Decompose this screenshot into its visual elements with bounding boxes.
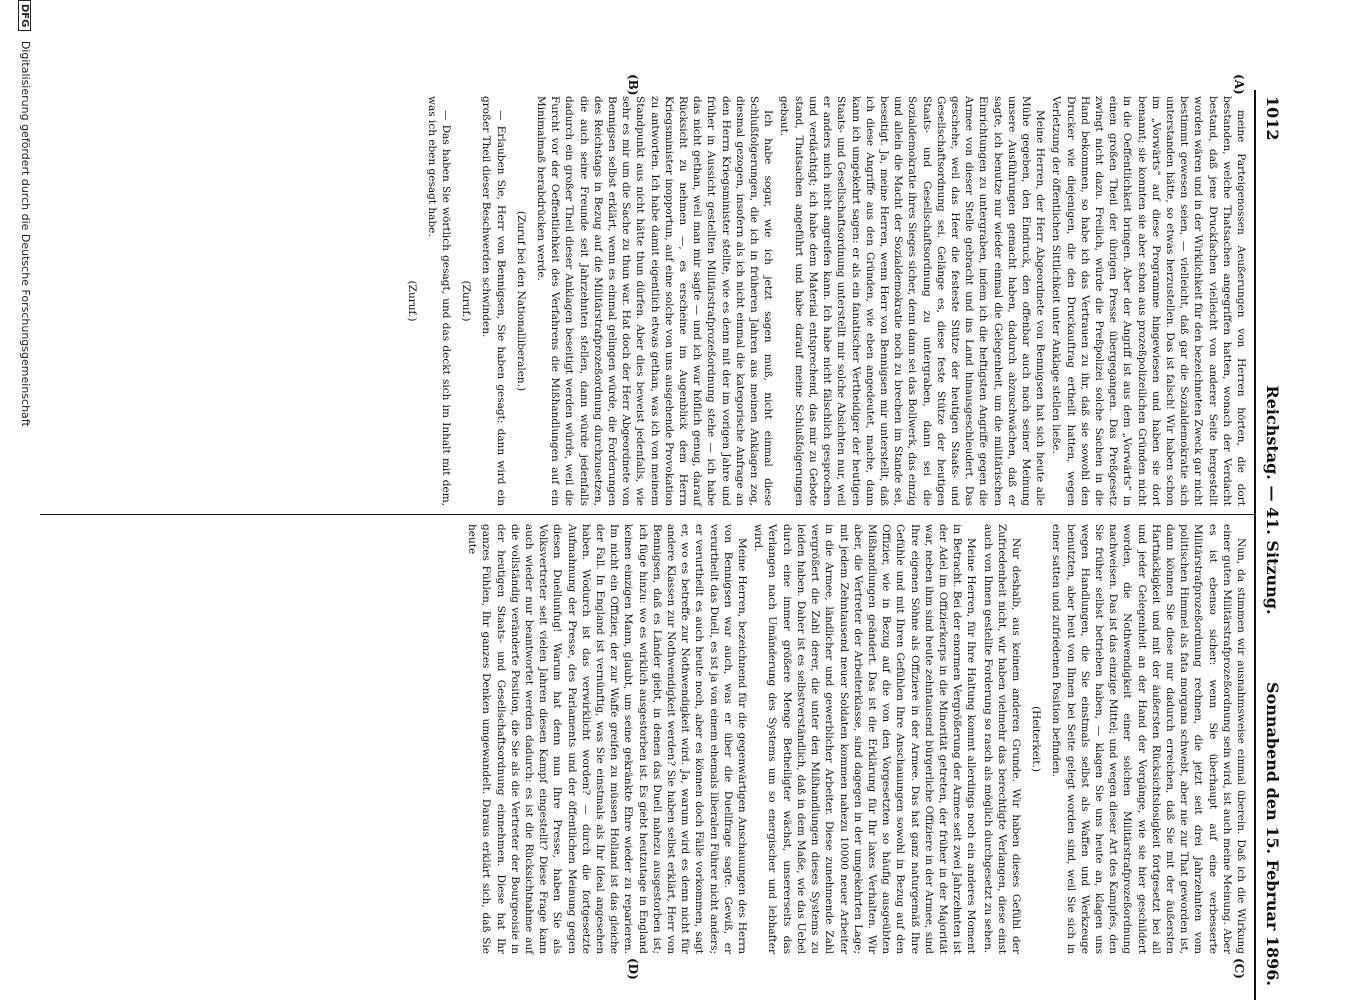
margin-marker-b: (B) [626, 74, 640, 96]
paragraph: meine Parteigenossen Aeußerungen von Herren hörten, die dort bestanden, welche Thatsachen angegriffen hatten, wonach der Verdacht bestand, daß jene Druckſachen vielleicht von anderer Seite hergestellt worden wären und in der Wirklichkeit für den bezeichneten Zweck gar nicht bestimmt gewesen seien, — vielleicht, daß gar die Sozialdemokratie sich unterstanden hätte, so etwas herzustellen. Das ist falsch! Wir haben schon im „Vorwärts“ auf diese Programme hingewiesen und haben sie dort benannt; sie konnten sie aber schon aus prozeßpolizeilichen Gründen nicht in die Oeffentlichkeit bringen. Aber der Angriff ist aus dem „Vorwärts“ in einen großen Theil der übrigen Presse übergegangen. Das Preßgesetz zwingt nicht dazu. Freilich, würde die Preßpolizei solche Sachen in die Hand bekommen, so habe ich das Vertrauen zu ihr, daß sie sowohl den Drucker wie diejenigen, die den Druckauftrag ertheilt hatten, wegen Verletzung der öffentlichen Sittlichkeit unter Anklage stellen ließe. [1050, 96, 1247, 506]
margin-marker-c: (C) [1232, 958, 1246, 979]
interjection: (Zuruf.) [460, 280, 473, 322]
digitization-credit [18, 0, 32, 1000]
margin-marker-a: (A) [1232, 74, 1246, 95]
session-title: Reichstag. — 41. Sitzung. [1263, 385, 1282, 615]
right-column [463, 524, 1248, 954]
interjection: (Zuruf.) [405, 280, 418, 322]
paragraph: Nur deshalb, aus keinem anderen Grunde. Wir haben dieses Gefühl der Zufriedenheit nicht, wir haben vielmehr das berechtigte Verlangen, diese einst auch von Ihnen gestellte Forderung so rasch als möglich durchgesetzt zu sehen. [981, 524, 1022, 954]
paragraph: Nun, da stimmen wir ausnahmsweise einmal überein. Daß ich die Wirkung einer guten Militärstrafprozeßordnung sein wird, ist auch meine Meinung. Aber es ist ebenso sicher: wenn Sie überhaupt auf eine verbesserte Militärstrafprozeßordnung rechnen, die jetzt seit drei Jahrzehnten vom politischen Himmel als fata morgana schwebt, aber nie zur That geworden ist, dann können Sie diese nur dadurch erreichen, daß Sie mit der äußersten Hartnäckigkeit und mit der äußersten Rücksichtslosigkeit fortgesetzt bei all und jeder Gelegenheit an der Hand der Vorgänge, wie sie hier geschildert worden, die Nothwendigkeit einer solchen Militärstrafprozeßordnung nachweisen. Das ist das einzige Mittel; und wegen dieser Art des Kampfes, den Sie früher selbst betrieben haben, — klagen Sie uns heute an, klagen uns wegen Handlungen, die Sie einstmals selbst als Waffen und Werkzeuge benutzten, aber heut von Ihnen bei Seite gelegt worden sind, weil Sie sich in einer satten und zufriedenen Position befinden. [1050, 524, 1247, 954]
column-divider [40, 514, 1254, 515]
page-number: 1012 [1263, 96, 1282, 141]
margin-marker-d: (D) [626, 958, 640, 980]
page-header [1254, 0, 1282, 1000]
session-date: Sonnabend den 15. Februar 1896. [1263, 682, 1282, 986]
paragraph: Meine Herren, der Herr Abgeordnete von Bennigsen hat sich heute alle Mühe gegeben, den Eindruck, den offenbar auch nach seiner Meinung unsere Ausführungen gemacht haben, dadurch abzuschwächen, daß er sagte, ich benutze nur wieder einmal die Gelegenheit, um die militärischen Einrichtungen zu untergraben, indem ich die heftigsten Angriffe gegen die Armee von dieser Stelle gebracht und ins Land hinausgeschleudert. Das geschehe, weil das Heer die festeste Stütze der heutigen Staats- und Gesellschaftsordnung sei. Gelänge es, diese feste Stütze der heutigen Staats- und Gesellschaftsordnung zu untergraben, dann sei die Sozialdemokratie ihres Sieges sicher, denn dann sei das Bollwerk, das einzig und allein die Macht der Sozialdemokratie noch zu brechen im Stande sei, beseitigt. Ja, meine Herren, wenn Herr von Bennigsen mir unterstellt, daß ich diese Angriffe aus den Gründen, wie eben angedeutet, mache, dann kann ich umgekehrt sagen: er als ein fanatischer Vertheidiger der heutigen Staats- und Gesellschaftsordnung unterstellt mir solche Absichten nur, weil er anders mich nicht angreifen kann. Ich habe nicht fälschlich gesprochen und verdächtigt; ich habe dem Material entsprechend, das mir zu Gebote stand, Thatsachen angeführt und habe darauf meine Schlußfolgerungen gebaut. [778, 96, 1047, 506]
interjection: (Zuruf bei den Nationalliberalen.) [514, 210, 527, 392]
paragraph: Meine Herren, bezeichnend für die gegenwärtigen Anschauungen des Herrn von Bennigsen war auch, was er über die Duellfrage sagte. Gewiß, er verurtheilt das Duell, es ist ja von einem ehemals liberalen Führer nicht anders; er verurtheilt es auch heute noch, aber es können doch Fälle vorkommen, sagt er, wo es betreffe zur Nothwendigkeit wird. Ja, warum wird es denn nicht für andere Klassen zur Nothwendigkeit werden? Sie haben selbst erklärt, Herr von Bennigsen, daß es Länder giebt, in denen das Duell nahezu ausgestorben ist; ich füge hinzu: wo es wirklich ausgestorben ist. Es giebt heutzutage in England keinen einzigen Mann, glaubt, um seine gekränkte Ehre wieder zu reparieren. Im nicht ein Offizier, der zur Waffe greifen zu müssen Holland ist das gleiche der Fall. In England ist vernünftig, was Sie einstmals als Ihr Ideal angesehen haben. Wodurch ist das verwirklicht worden? — durch die fortgesetzte Aufmahnung der Presse, des Parlaments und der öffentlichen Meinung gegen diesen Duellunfug! Warum hat denn nun Ihre Presse, haben Sie als Volksvertreter seit vielen Jahren diesen Kampf eingestellt? Diese Frage kann auch wieder nur beantwortet werden dadurch: es ist die Rücksichtnahme auf die vollständig veränderte Position, die Sie als die Vertreter der Bourgeoisie in der heutigen Staats- und Gesellschaftsordnung einnehmen. Diese hat Ihr ganzes Fühlen, Ihr ganzes Denken umgewandelt. Daraus erklärt sich, daß Sie heute [466, 524, 749, 954]
interjection: (Heiterkeit.) [1030, 706, 1043, 772]
credit-text: Digitalisierung gefördert durch die Deutsche Forschungsgemeinschaft [19, 40, 32, 427]
left-column [398, 96, 1248, 506]
paragraph: Meine Herren, für Ihre Haltung kommt allerdings noch ein anderes Moment in Betracht. Bei der enormen Vergrößerung der Armee seit zwei Jahrzehnten ist der Adel im Offizierkorps in die Minorität getreten, der früher in der Majorität war, neben ihm sind heute zehntausend bürgerliche Offiziere in der Armee, sind Ihre eigenen Söhne als Offiziere in der Armee. Das hat ganz naturgemäß Ihre Gefühle und mit Ihren Gefühlen Ihre Anschauungen sowohl in Bezug auf den Offizier, wie in Bezug auf die von den Vorgesetzten so häufig ausgeübten Mißhandlungen geändert. Das ist die Erklärung für Ihr laxes Verhalten. Wir aber, die Vertreter der Arbeiterklasse, sind dagegen in der umgekehrten Lage; mit jedem Zehntausend neuer Soldaten kommen nahezu 10000 neuer Arbeiter in die Armee, ländlicher und gewerblicher Arbeiter. Diese zunehmende Zahl vergrößert die Zahl derer, die unter den Mißhandlungen dieses Systems zu leiden haben. Daher ist es selbstverständlich, daß in dem Maße, wie das Uebel durch eine immer größere Menge Betheiligter wächst, unsererseits das Verlangen nach Umänderung des Systems um so energischer und lebhafter wird. [752, 524, 978, 954]
paragraph: — Das haben Sie wörtlich gesagt, und das deckt sich im Inhalt mit dem, was ich eben gesagt habe. [425, 96, 453, 506]
paragraph: Ich habe sogar, wie ich jetzt sagen muß, nicht einmal diese Schlußfolgerungen, die ich in früheren Jahren aus meinen Anklagen zog, diesmal gezogen, insofern als ich nicht einmal die kategorische Anfrage an den Herrn Kriegsminister stellte, wie es denn mit der im vorigen Jahre und früher in Aussicht gestellten Militärstrafprozeßordnung stehe — ich habe das nicht gethan, weil man mir sagte — und ich war höflich genug, darauf Rücksicht zu nehmen —, es erscheine im Augenblick dem Herrn Kriegsminister inopportun, auf eine solche von uns ausgehende Provokation zu antworten. Ich habe damit eigentlich etwas gethan, was ich von meinem Standpunkt aus nicht hätte thun dürfen. Aber dies beweist jedenfalls, wie sehr es mir um die Sache zu thun war. Hat doch der Herr Abgeordnete von Bennigsen selbst erklärt, wenn es einmal gelingen würde, die Forderungen des Reichstags in Bezug auf die Militärstrafprozeßordnung durchzusetzen, die auch seine Freunde seit Jahrzehnten stellen, dann würde jedenfalls dadurch ein großer Theil dieser Anklagen beseitigt werden würde, weil die Furcht vor der Oeffentlichkeit des Verfahrens die Mißhandlungen auf ein Minimalmaß herabdrücken werde. [535, 96, 775, 506]
header-rule [1254, 90, 1256, 1000]
dfg-logo: DFG [18, 0, 31, 31]
paragraph: — Erlauben Sie, Herr von Bennigsen, Sie haben gesagt: dann wird ein großer Theil dieser Beschwerden schwinden. [480, 96, 507, 506]
